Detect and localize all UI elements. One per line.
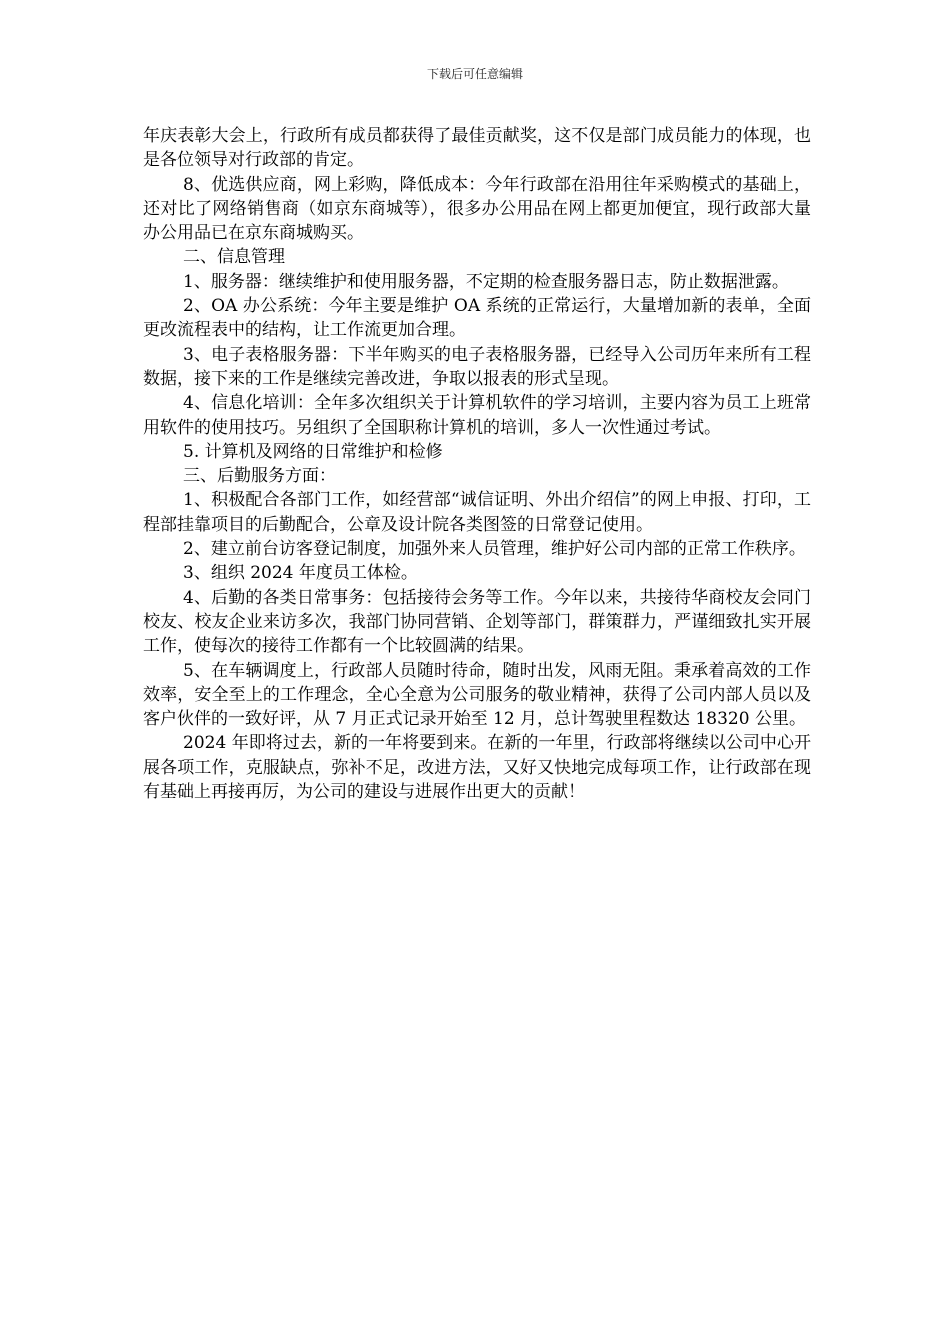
paragraph: 二、信息管理 <box>183 247 285 268</box>
paragraph: 5. 计算机及网络的日常维护和检修 <box>183 441 443 462</box>
paragraph: 2、OA 办公系统：今年主要是维护 OA 系统的正常运行，大量增加新的表单，全面更改流程表中的结构，让工作流更加合理。 <box>143 296 811 341</box>
paragraph: 4、后勤的各类日常事务：包括接待会务等工作。今年以来，共接待华商校友会同门校友、校友企业来访多次，我部门协同营销、企划等部门，群策群力，严谨细致扎实开展工作，使每次的接待工作都有一个比较圆满的结果。 <box>143 587 811 657</box>
paragraph: 5、在车辆调度上，行政部人员随时待命，随时出发，风雨无阻。秉承着高效的工作效率，安全至上的工作理念，全心全意为公司服务的敬业精神，获得了公司内部人员以及客户伙伴的一致好评，从 7 月正式记录开始至 12 月，总计驾驶里程数达 18320 公里。 <box>143 660 811 730</box>
document-body <box>143 124 811 804</box>
paragraph: 4、信息化培训：全年多次组织关于计算机软件的学习培训，主要内容为员工上班常用软件的使用技巧。另组织了全国职称计算机的培训，多人一次性通过考试。 <box>143 393 811 438</box>
paragraph: 2024 年即将过去，新的一年将要到来。在新的一年里，行政部将继续以公司中心开展各项工作，克服缺点，弥补不足，改进方法，又好又快地完成每项工作，让行政部在现有基础上再接再厉，为公司的建设与进展作出更大的贡献！ <box>143 733 811 803</box>
paragraph: 1、积极配合各部门工作，如经营部“诚信证明、外出介绍信”的网上申报、打印，工程部挂靠项目的后勤配合，公章及设计院各类图签的日常登记使用。 <box>143 490 811 535</box>
paragraph: 1、服务器：继续维护和使用服务器，不定期的检查服务器日志，防止数据泄露。 <box>183 271 789 292</box>
paragraph: 三、后勤服务方面： <box>183 466 336 487</box>
paragraph: 年庆表彰大会上，行政所有成员都获得了最佳贡献奖，这不仅是部门成员能力的体现，也是各位领导对行政部的肯定。 <box>143 126 811 171</box>
paragraph: 8、优选供应商，网上彩购，降低成本：今年行政部在沿用往年采购模式的基础上，还对比了网络销售商（如京东商城等），很多办公用品在网上都更加便宜，现行政部大量办公用品已在京东商城购买。 <box>143 174 811 244</box>
paragraph: 3、电子表格服务器：下半年购买的电子表格服务器，已经导入公司历年来所有工程数据，接下来的工作是继续完善改进，争取以报表的形式呈现。 <box>143 344 811 389</box>
paragraph: 3、组织 2024 年度员工体检。 <box>183 563 418 584</box>
paragraph: 2、建立前台访客登记制度，加强外来人员管理，维护好公司内部的正常工作秩序。 <box>183 539 806 560</box>
page-header: 下载后可任意编辑 <box>426 67 523 81</box>
